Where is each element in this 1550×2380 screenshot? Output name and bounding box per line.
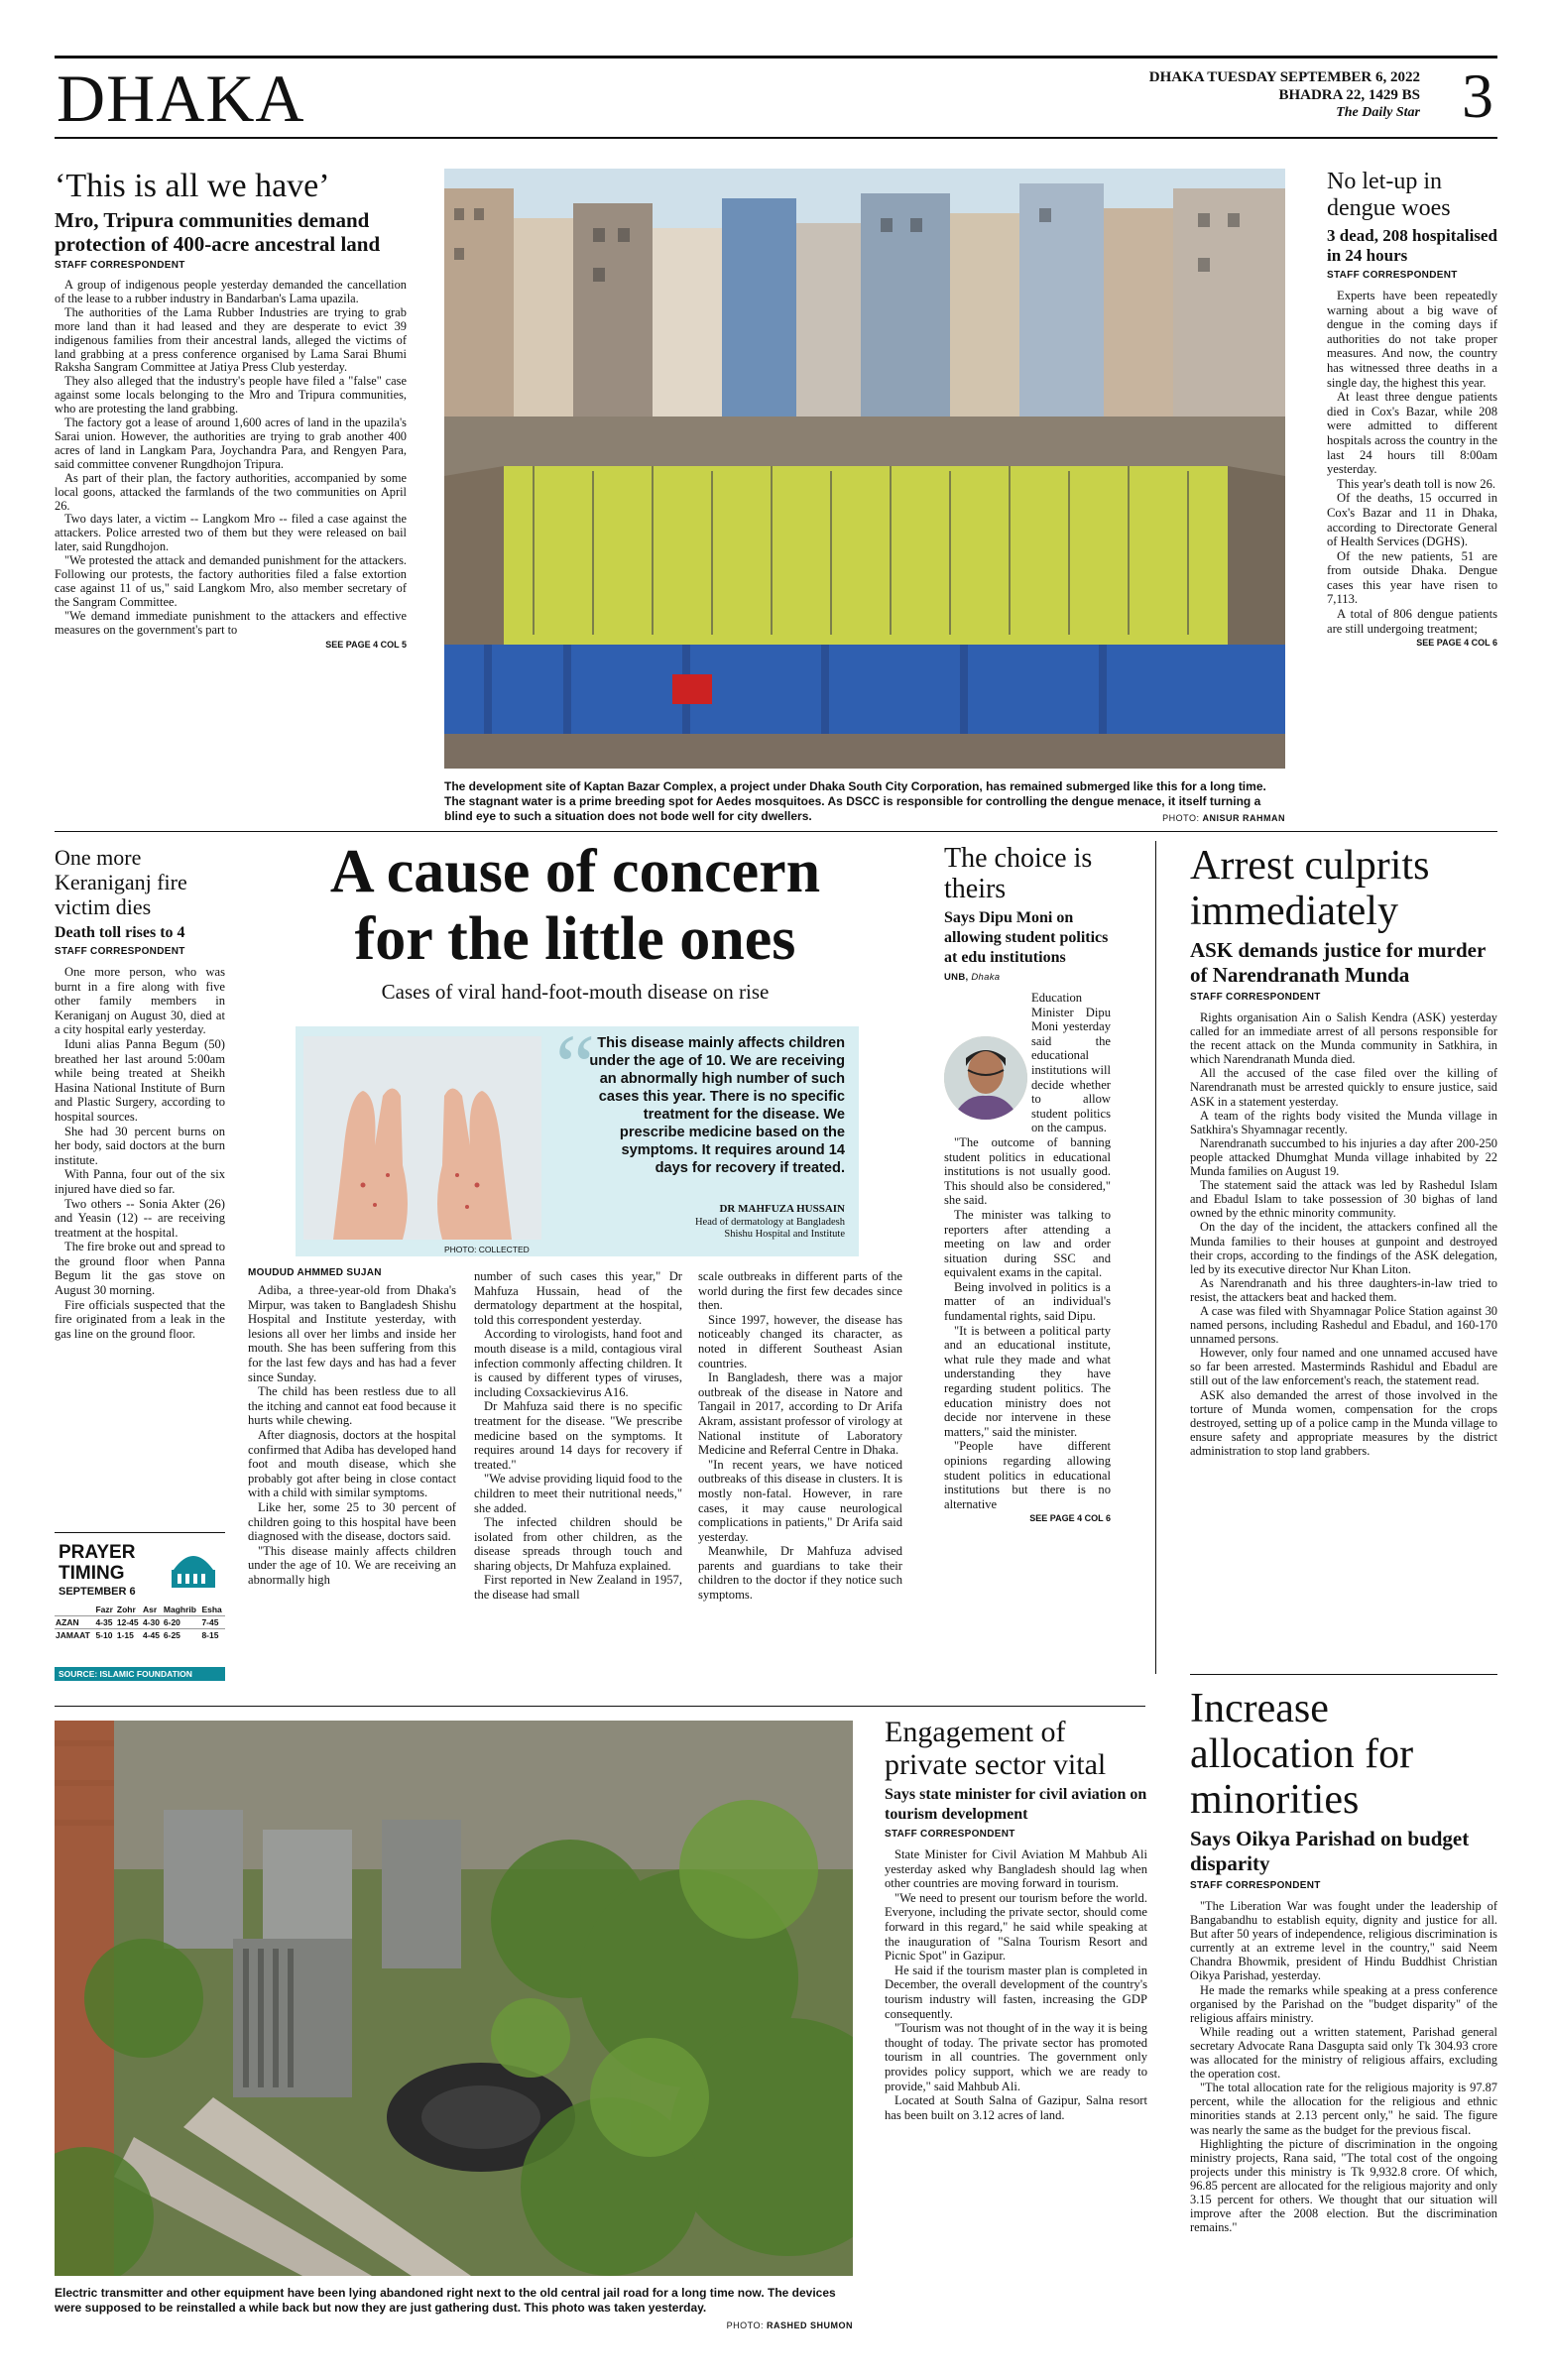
quote-name: DR MAHFUZA HUSSAIN	[719, 1203, 845, 1215]
dengue-subhead: 3 dead, 208 hospitalised in 24 hours	[1327, 226, 1497, 265]
prayer-header-row	[55, 1604, 225, 1616]
paragraph: Like her, some 25 to 30 percent of children going to this hospital have been diagnosed with the disease, doctors said.	[248, 1499, 456, 1544]
paragraph: The minister was talking to reporters after attending a meeting on law and order situation during SSC and equivalent exams in the capital.	[944, 1207, 1111, 1280]
paragraph: Education Minister Dipu Moni yesterday said the educational institutions will decide whether to allow student politics on the campus.	[1031, 991, 1111, 1135]
dateline: Dhaka	[971, 972, 1001, 983]
paragraph: She had 30 percent burns on her body, said doctors at the burn institute.	[55, 1124, 225, 1167]
time-cell: 7-45	[201, 1617, 219, 1627]
paragraph: number of such cases this year," Dr Mahfuza Hussain, head of the dermatology department at the hospital, told this correspondent yesterday.	[474, 1269, 682, 1327]
paragraph: Two others -- Sonia Akter (26) and Yeasin (12) -- are receiving treatment at the hospital.	[55, 1196, 225, 1240]
hfmd-story	[248, 838, 902, 1005]
ask-byline: STAFF CORRESPONDENT	[1190, 992, 1321, 1003]
hfmd-byline: MOUDUD AHMMED SUJAN	[248, 1267, 382, 1278]
prayer-title-2: TIMING	[59, 1563, 125, 1584]
see-page-link[interactable]: SEE PAGE 4 COL 6	[1416, 638, 1497, 649]
prayer-col: Fazr	[95, 1605, 113, 1614]
paragraph: In Bangladesh, there was a major outbreak of the disease in Natore and Tangail in 2017, according to Dr Arifa Akram, assistant professor of virology at National institute of Laboratory Medicine and Referral Centre in Dhaka.	[698, 1370, 902, 1458]
paragraph: scale outbreaks in different parts of the world during the first few decades since then.	[698, 1269, 902, 1313]
paragraph: Meanwhile, Dr Mahfuza advised parents and guardians to take their children to the doctor if they notice such symptoms.	[698, 1544, 902, 1603]
paragraph: He made the remarks while speaking at a press conference organised by the Parishad on the "budget disparity" of the religious affairs ministry.	[1190, 1982, 1497, 2025]
paragraph: "The outcome of banning student politics in educational institutions is not usually good. This should also be considered," she said.	[944, 1134, 1111, 1208]
paragraph: Of the deaths, 15 occurred in Cox's Bazar and 11 in Dhaka, according to Directorate General of Health Services (DGHS).	[1327, 491, 1497, 549]
kaptan-bazar-caption: The development site of Kaptan Bazar Complex, a project under Dhaka South City Corporation, has remained submerged like this for a long time. The stagnant water is a prime breeding spot for Aedes mosquitoes. As DSCC is responsible for controlling the dengue menace, it itself turning a blind eye to such a situation does not bode well for city dwellers.	[444, 779, 1266, 823]
paragraph: Being involved in politics is a matter of an individual's fundamental rights, said Dipu.	[944, 1279, 1111, 1324]
time-cell: 4-30	[142, 1617, 160, 1627]
minorities-body	[1190, 1899, 1497, 2234]
paragraph: "Tourism was not thought of in the way it is being thought of today. The private sector has promoted tourism in all countries. The government only provides policy support, which we are ready to provide," said Mahbub Ali.	[885, 2021, 1147, 2093]
hfmd-deck: Cases of viral hand-foot-mouth disease on rise	[381, 980, 770, 1004]
page-number: 3	[1462, 60, 1493, 131]
dengue-body	[1327, 289, 1497, 636]
section-title: DHAKA	[57, 60, 305, 136]
hfmd-col3	[698, 1269, 902, 1603]
hfmd-col2	[474, 1269, 682, 1603]
mro-body	[55, 279, 407, 638]
mro-story	[55, 169, 407, 650]
prayer-row-azan	[55, 1616, 225, 1629]
paper-logo: The Daily Star	[1336, 105, 1420, 120]
paragraph: The factory got a lease of around 1,600 acres of land in the upazila's Sarai union. However, the authorities are trying to grab another 400 acres of land in Langkam Para, Joychandra Para, and Rengyen Para, said committee convener Rungdhojon Tripura.	[55, 416, 407, 471]
child-hands-photo	[303, 1036, 541, 1240]
paragraph: The statement said the attack was led by Rashedul Islam and Ebadul Islam to take possession of 30 bighas of land owned by the ethnic minority community.	[1190, 1178, 1497, 1221]
time-cell: 4-45	[142, 1630, 160, 1640]
paragraph: Located at South Salna of Gazipur, Salna resort has been built on 3.12 acres of land.	[885, 2093, 1147, 2122]
fire-subhead: Death toll rises to 4	[55, 924, 185, 941]
ask-body	[1190, 1011, 1497, 1458]
fire-byline: STAFF CORRESPONDENT	[55, 946, 185, 957]
time-cell: 8-15	[201, 1630, 219, 1640]
paragraph: Iduni alias Panna Begum (50) breathed her last around 5:00am while being treated at Sheikh Hasina National Institute of Burn and Plastic Surgery, according to hospital sources.	[55, 1036, 225, 1124]
dengue-story	[1327, 169, 1497, 648]
fire-body	[55, 965, 225, 1341]
time-cell: 1-15	[116, 1630, 134, 1640]
hfmd-quote: This disease mainly affects children under the age of 10. We are receiving an abnormally high number of such cases this year. There is no specific treatment for the disease. We prescribe medicine based on the symptoms. It requires around 14 days for recovery if treated.	[589, 1035, 845, 1176]
ask-subhead: ASK demands justice for murder of Narendranath Munda	[1190, 938, 1486, 987]
paragraph: ASK also demanded the arrest of those involved in the torture of Munda women, compensation for the crops destroyed, setting up of a police camp in the Munda village to ensure safety and appropriate measures by the district administration to stop land grabbers.	[1190, 1387, 1497, 1458]
dateline: DHAKA TUESDAY SEPTEMBER 6, 2022	[1148, 69, 1420, 85]
paragraph: A total of 806 dengue patients are still undergoing treatment;	[1327, 607, 1497, 636]
aviation-body	[885, 1847, 1147, 2122]
prayer-col: Asr	[142, 1605, 158, 1614]
prayer-col: Maghrib	[163, 1605, 196, 1614]
minorities-story	[1190, 1686, 1497, 2234]
paragraph: "We advise providing liquid food to the children to meet their nutritional needs," she added.	[474, 1472, 682, 1515]
paragraph: However, only four named and one unnamed accused have so far been arrested. Masterminds Rashidul and Ebadul are still out of the law enforcement's reach, the statement read.	[1190, 1346, 1497, 1388]
masthead	[55, 48, 1497, 142]
hands-photo-credit: PHOTO: COLLECTED	[444, 1245, 530, 1254]
paragraph: All the accused of the case filed over the killing of Narendranath must be arrested quickly to ensure justice, said ASK in a statement yesterday.	[1190, 1066, 1497, 1109]
paragraph: The fire broke out and spread to the ground floor when Panna Begum lit the gas stove on August 30 morning.	[55, 1240, 225, 1298]
prayer-row-jamaat	[55, 1629, 225, 1642]
mro-kicker: ‘This is all we have’	[55, 168, 330, 204]
paragraph: "It is between a political party and an educational institute, what rule they made and what understanding they have regarding student politics. The education ministry does not decide nor intervene in these matters," said the minister.	[944, 1323, 1111, 1439]
prayer-timing-box	[55, 1532, 225, 1691]
paragraph: "People have different opinions regarding allowing student politics in educational institutions but there is no alternative	[944, 1439, 1111, 1511]
paragraph: Highlighting the picture of discrimination in the ongoing ministry projects, Rana said, "The total cost of the ongoing projects under this ministry is Tk 9,932.8 crore. Of which, 96.85 percent are allocated for the religious majority and only 3.15 percent for others. We thought that our situation will improve after the 2008 election. But the discrimination remains."	[1190, 2136, 1497, 2235]
paragraph: At least three dengue patients died in Cox's Bazar, while 208 were admitted to different hospitals across the country in the last 24 hours till 8:00am yesterday.	[1327, 390, 1497, 477]
paragraph: Rights organisation Ain o Salish Kendra (ASK) yesterday called for an immediate arrest of all persons responsible for the recent attack on the Munda community in Satkhira, in which Narendranath Munda died.	[1190, 1011, 1497, 1067]
paragraph: State Minister for Civil Aviation M Mahbub Ali yesterday asked why Bangladesh should lag when other countries are moving forward in tourism.	[885, 1847, 1147, 1891]
paragraph: A team of the rights body visited the Munda village in Satkhira's Shyamnagar recently.	[1190, 1108, 1497, 1136]
mro-byline: STAFF CORRESPONDENT	[55, 260, 185, 271]
dengue-byline: STAFF CORRESPONDENT	[1327, 270, 1458, 281]
paragraph: While reading out a written statement, Parishad general secretary Advocate Rana Dasgupta said only Tk 304.93 crore was allocated for the ministry of religious affairs, excluding the operation cost.	[1190, 2024, 1497, 2082]
paragraph: As Narendranath and his three daughters-in-law tried to resist, the attackers beat and hacked them.	[1190, 1275, 1497, 1304]
paragraph: On the day of the incident, the attackers confined all the Munda families to their houses at gunpoint and destroyed their crops, according to the findings of the ASK delegation, led by its executive director Nur Khan Liton.	[1190, 1220, 1497, 1276]
ask-story	[1190, 843, 1497, 1458]
paragraph: Narendranath succumbed to his injuries a day after 200-250 people attacked Dhumghat Munda village inhabited by 22 Munda families on August 19.	[1190, 1135, 1497, 1179]
dipu-subhead: Says Dipu Moni on allowing student politics at edu institutions	[944, 909, 1109, 966]
paragraph: According to virologists, hand foot and mouth disease is a mild, contagious viral infection commonly affecting children. It is caused by different types of viruses, including Coxsackievirus A16.	[474, 1327, 682, 1399]
dipu-moni-portrait	[944, 1036, 1027, 1120]
prayer-col: Esha	[201, 1605, 222, 1614]
mro-subhead: Mro, Tripura communities demand protection of 400-acre ancestral land	[55, 208, 381, 256]
paragraph: Of the new patients, 51 are from outside Dhaka. Dengue cases this year have risen to 7,113.	[1327, 548, 1497, 607]
paragraph: "This disease mainly affects children under the age of 10. We are receiving an abnormally high	[248, 1543, 456, 1587]
dipu-kicker: The choice is theirs	[944, 843, 1093, 904]
minorities-byline: STAFF CORRESPONDENT	[1190, 1880, 1321, 1891]
paragraph: With Panna, four out of the six injured have died so far.	[55, 1167, 225, 1196]
paragraph: Fire officials suspected that the fire originated from a leak in the gas line on the ground floor.	[55, 1297, 225, 1341]
mosque-icon	[166, 1540, 221, 1592]
paragraph: The child has been restless due to all the itching and cannot eat food because it hurts while chewing.	[248, 1384, 456, 1428]
ask-kicker: Arrest culprits immediately	[1190, 843, 1430, 934]
dengue-kicker: No let-up in dengue woes	[1327, 169, 1451, 221]
dipu-byline	[944, 972, 1111, 983]
prayer-source: SOURCE: ISLAMIC FOUNDATION	[55, 1667, 225, 1681]
time-cell: 12-45	[116, 1617, 139, 1627]
paragraph: "The total allocation rate for the religious majority is 97.87 percent, while the allocation for the religious and ethnic minorities stands at 2.13 percent only," he said. The figure was nearly the same as the budget for the previous fiscal.	[1190, 2081, 1497, 2137]
see-page-link[interactable]: SEE PAGE 4 COL 6	[1029, 1513, 1111, 1524]
time-cell: 6-25	[163, 1630, 180, 1640]
paragraph: Dr Mahfuza said there is no specific treatment for the disease. "We prescribe medicine based on the symptoms. It requires around 14 days for recovery if treated."	[474, 1399, 682, 1472]
time-cell: 5-10	[95, 1630, 113, 1640]
row-label: AZAN	[56, 1617, 79, 1627]
paragraph: "The Liberation War was fought under the leadership of Bangabandhu to establish equity, dignity and justice for all. But after 50 years of independence, religious discrimination is currently at an extreme level in the country," said Neem Chandra Bhowmik, president of Hindu Buddhist Christian Oikya Parishad, yesterday.	[1190, 1899, 1497, 1983]
paragraph: They also alleged that the industry's people have filed a "false" case against some locals belonging to the Mro and Tripura communities, who are protesting the land grabbing.	[55, 374, 407, 416]
paragraph: This year's death toll is now 26.	[1337, 476, 1496, 491]
paragraph: One more person, who was burnt in a fire along with five other family members in Keraniganj on August 30, died at a city hospital early yesterday.	[55, 965, 225, 1037]
hfmd-col1	[248, 1283, 456, 1587]
aviation-byline: STAFF CORRESPONDENT	[885, 1829, 1015, 1840]
prayer-date: SEPTEMBER 6	[59, 1586, 136, 1598]
paragraph: Since 1997, however, the disease has noticeably changed its character, as noted in different Southeast Asian countries.	[698, 1312, 902, 1370]
hfmd-headline	[248, 838, 902, 973]
minorities-kicker: Increase allocation for minorities	[1190, 1686, 1414, 1823]
quote-title: Head of dermatology at Bangladesh Shishu Hospital and Institute	[694, 1217, 845, 1240]
credit-name: RASHED SHUMON	[766, 2320, 853, 2330]
aviation-subhead: Says state minister for civil aviation on tourism development	[885, 1786, 1147, 1823]
kaptan-bazar-photo	[444, 169, 1285, 769]
paragraph: A group of indigenous people yesterday demanded the cancellation of the lease to a rubber industry in Bandarban's Lama upazila.	[55, 278, 407, 305]
time-cell: 6-20	[163, 1617, 180, 1627]
aviation-kicker: Engagement of private sector vital	[885, 1716, 1107, 1781]
dipu-story	[944, 843, 1111, 1523]
paragraph: A case was filed with Shyamnagar Police Station against 30 named persons, including Rashedul and Ebadul, and 160-170 unnamed persons.	[1190, 1303, 1497, 1347]
hfmd-quote-box	[296, 1017, 859, 1256]
equipment-caption: Electric transmitter and other equipment have been lying abandoned right next to the old central jail road for a long time now. The devices were supposed to be reinstalled a while back but now they are just gathering dust. This photo was taken yesterday.	[55, 2286, 836, 2315]
paragraph: First reported in New Zealand in 1957, the disease had small	[474, 1573, 682, 1603]
kaptan-bazar-credit	[444, 813, 1285, 823]
fire-story	[55, 845, 225, 1341]
credit-label: PHOTO:	[1162, 813, 1200, 823]
row-label: JAMAAT	[56, 1630, 90, 1640]
paragraph: As part of their plan, the factory authorities, accompanied by some local goons, attacked the farmlands of the two communities on April 26.	[55, 470, 407, 513]
headline-line: A cause of concern	[329, 838, 821, 905]
paragraph: "We need to present our tourism before the world. Everyone, including the private sector, should come forward in this regard," he said while speaking at the inauguration of "Salna Tourism Resort and Picnic Spot" in Gazipur.	[885, 1890, 1147, 1964]
prayer-table	[55, 1604, 225, 1641]
paragraph: Two days later, a victim -- Langkom Mro -- filed a case against the attackers. Police arrested two of them but they were released on bail later, said Rungdhojon.	[55, 512, 407, 554]
abandoned-equipment-photo	[55, 1721, 853, 2276]
time-cell: 4-35	[95, 1617, 113, 1627]
aviation-story	[885, 1716, 1147, 2122]
paragraph: "We demand immediate punishment to the attackers and effective measures on the government's part to	[55, 608, 407, 637]
fire-kicker: One more Keraniganj fire victim dies	[55, 845, 187, 919]
quote-mark-icon: “	[555, 1017, 595, 1116]
paragraph: Adiba, a three-year-old from Dhaka's Mirpur, was taken to Bangladesh Shishu Hospital and Institute yesterday, with lesions all over her limbs and inside her mouth. She has been suffering from this for the last few days and has had a fever since Sunday.	[248, 1283, 456, 1384]
equipment-credit	[55, 2320, 853, 2330]
paragraph: He said if the tourism master plan is completed in December, the overall development of the country's tourism industry will fasten, increasing the GDP consequently.	[885, 1963, 1147, 2021]
headline-line: for the little ones	[354, 905, 796, 973]
paragraph: The authorities of the Lama Rubber Industries are trying to grab more land than it had leased and they are desperate to evict 39 indigenous families from their ancestral lands, alleged the victims of land grabbing at a press conference organised by Lama Sarai Bhumi Raksha Sangram Committee at Jatiya Press Club yesterday.	[55, 304, 407, 375]
credit-label: PHOTO:	[726, 2320, 764, 2330]
minorities-subhead: Says Oikya Parishad on budget disparity	[1190, 1827, 1470, 1875]
paragraph: "In recent years, we have noticed outbreaks of this disease in clusters. It is mostly non-fatal. However, in rare cases, it may cause neurological complications in patients," Dr Arifa said yesterday.	[698, 1457, 902, 1544]
paragraph: Experts have been repeatedly warning about a big wave of dengue in the coming days if authorities do not take proper measures. And now, the country has witnessed three deaths in a single day, the highest this year.	[1327, 289, 1497, 390]
bangla-date: BHADRA 22, 1429 BS	[1278, 87, 1420, 103]
paragraph: "We protested the attack and demanded punishment for the attackers. Following our protests, the factory authorities filed a false extortion case against 11 of us," said Langkom Mro, also member secretary of the Sangram Committee.	[55, 553, 407, 609]
prayer-title-1: PRAYER	[59, 1542, 136, 1563]
paragraph: After diagnosis, doctors at the hospital confirmed that Adiba has developed hand foot and mouth disease, which she probably got after being in close contact with a child with similar symptoms.	[248, 1427, 456, 1500]
see-page-link[interactable]: SEE PAGE 4 COL 5	[325, 639, 407, 650]
credit-name: ANISUR RAHMAN	[1202, 813, 1285, 823]
paragraph: The infected children should be isolated from other children, as the disease spreads through touch and sharing objects, Dr Mahfuza explained.	[474, 1515, 682, 1573]
prayer-col: Zohr	[116, 1605, 136, 1614]
agency: UNB,	[944, 972, 969, 983]
